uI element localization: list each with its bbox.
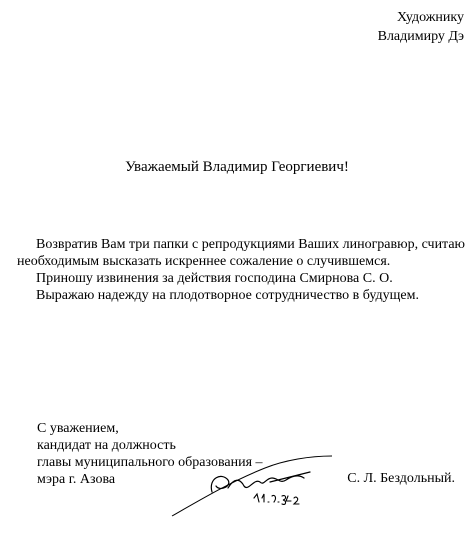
- body-paragraph-2: Приношу извинения за действия господина Смирнова С. О.: [36, 271, 393, 286]
- addressee-title: Художнику: [396, 10, 464, 25]
- body-paragraph-1-line-1: Возвратив Вам три папки с репродукциями Ваших линогравюр, считаю: [36, 237, 466, 252]
- handwritten-signature: [170, 448, 335, 520]
- body-paragraph-3: Выражаю надежду на плодотворное сотрудничество в будущем.: [36, 288, 419, 303]
- closing-position-2: главы муниципального образования –: [37, 455, 263, 470]
- salutation: Уважаемый Владимир Георгиевич!: [125, 159, 349, 175]
- signer-name: С. Л. Бездольный.: [347, 471, 455, 486]
- addressee-block: [378, 8, 464, 46]
- closing-regards: С уважением,: [37, 421, 119, 436]
- addressee-name: Владимиру Дэ: [377, 29, 464, 44]
- letter-body: [17, 236, 466, 304]
- body-paragraph-1-line-2: необходимым высказать искреннее сожаление о случившемся.: [17, 254, 391, 269]
- closing-position-3: мэра г. Азова: [37, 472, 116, 487]
- closing-position-1: кандидат на должность: [37, 438, 176, 453]
